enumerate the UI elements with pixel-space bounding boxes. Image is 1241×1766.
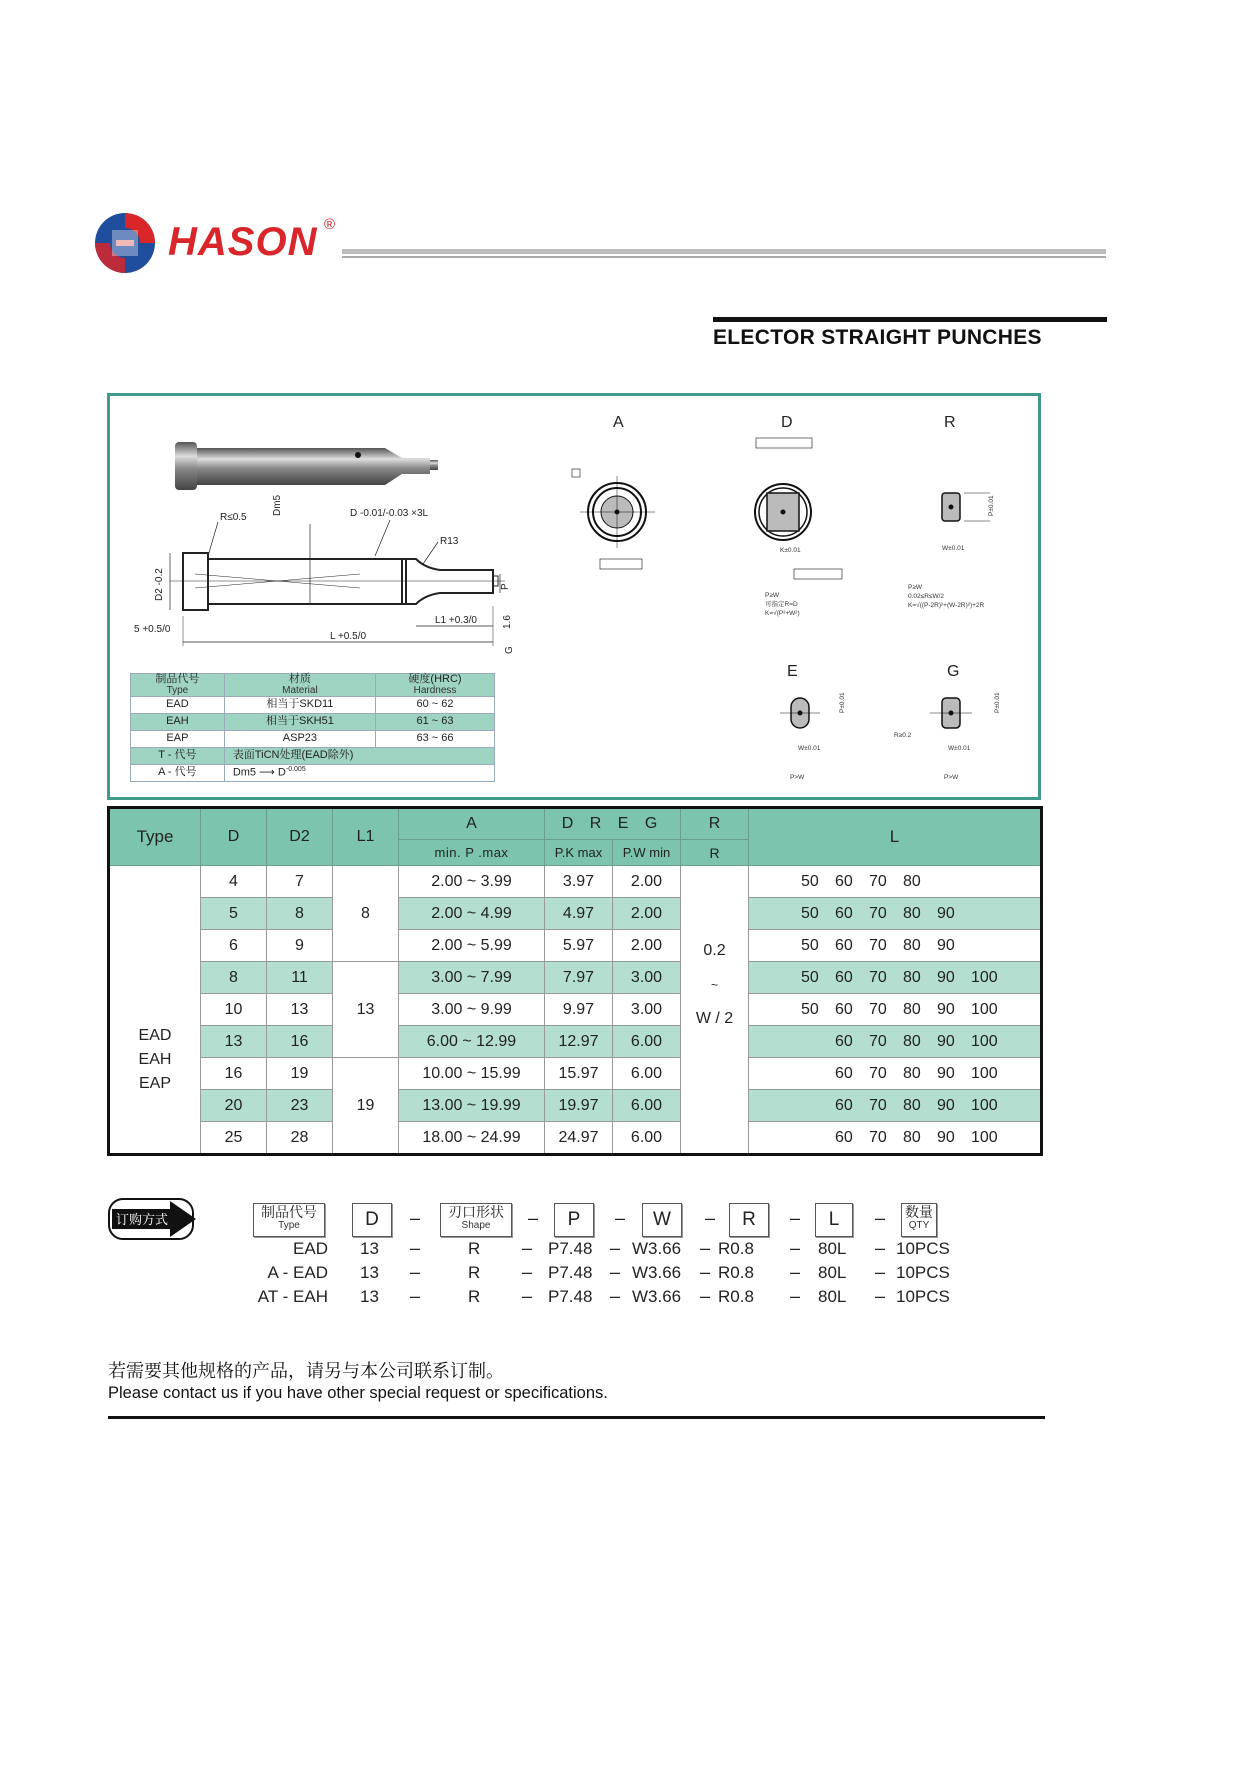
dim-r-p: P±0.01 (988, 495, 995, 516)
cell-a-range: 3.00 ~ 7.99 (399, 962, 545, 994)
order-field-label: R (742, 1209, 756, 1230)
l-option: 50 (801, 904, 819, 922)
l-option: 70 (869, 968, 887, 986)
order-field-label-zh: 制品代号 (261, 1204, 317, 1220)
order-field-label-en: Shape (461, 1220, 491, 1231)
cell-pk-max: 7.97 (545, 962, 613, 994)
material-table (130, 673, 495, 782)
l-option: 80 (903, 1064, 921, 1082)
l-option: 60 (835, 904, 853, 922)
t-code-value: 表面TiCN处理(EAD除外) (224, 748, 494, 765)
cell-a-range: 3.00 ~ 9.99 (399, 994, 545, 1026)
cell-d: 25 (201, 1122, 267, 1155)
footer-note-en: Please contact us if you have other special request or specifications. (108, 1384, 608, 1402)
r-range-part: ~ (710, 978, 718, 992)
cell-l-options (749, 1058, 1042, 1090)
header-hardness-en: Hardness (413, 684, 457, 696)
order-example-value: R0.8 (718, 1287, 754, 1306)
order-separator: – (790, 1286, 801, 1306)
order-separator: – (700, 1286, 711, 1306)
order-example-value: 13 (360, 1239, 379, 1258)
material-name: 相当于SKD11 (224, 697, 375, 714)
dim-r-w: W±0.01 (942, 545, 965, 552)
dim-e-p: P±0.01 (839, 692, 846, 713)
cell-a-range: 2.00 ~ 5.99 (399, 930, 545, 962)
cell-d2: 28 (267, 1122, 333, 1155)
cell-pw-min: 3.00 (613, 962, 681, 994)
cell-pk-max: 15.97 (545, 1058, 613, 1090)
l-option: 90 (937, 1032, 955, 1050)
order-field-label-en: Type (278, 1220, 300, 1231)
cell-l1: 19 (333, 1058, 399, 1155)
a-code-value: Dm5 ⟶ D (232, 767, 286, 780)
dim-d-tol: D -0.01/-0.03 ×3L (350, 508, 429, 519)
order-field-box (352, 1203, 392, 1237)
order-example-value: P7.48 (548, 1239, 593, 1258)
cell-pk-max: 5.97 (545, 930, 613, 962)
registered-mark: ® (324, 216, 336, 233)
l-option: 80 (903, 904, 921, 922)
shape-label-d: D (781, 414, 793, 431)
order-separator: – (875, 1208, 886, 1228)
order-example-value: R (468, 1239, 481, 1258)
note-e-1: P>W (790, 774, 805, 781)
order-example-value: P7.48 (548, 1287, 593, 1306)
l-option: 60 (835, 1096, 853, 1114)
dim-r-head: R≤0.5 (220, 512, 247, 523)
material-hardness: 63 ~ 66 (376, 731, 495, 748)
table-row (109, 962, 1042, 994)
type-code: EAP (138, 1074, 171, 1092)
cell-pk-max: 4.97 (545, 898, 613, 930)
material-type: EAP (131, 731, 225, 748)
order-separator: – (410, 1238, 421, 1258)
cell-pw-min: 2.00 (613, 866, 681, 898)
header-material-en: Material (282, 684, 318, 696)
l-option: 90 (937, 904, 955, 922)
order-example-value: R (468, 1287, 481, 1306)
order-field-label-zh: 刃口形状 (448, 1204, 504, 1220)
order-field-box (815, 1203, 853, 1237)
l-option: 50 (801, 936, 819, 954)
dim-d2: D2 -0.2 (154, 568, 165, 601)
l-option: 80 (903, 1000, 921, 1018)
order-separator: – (700, 1238, 711, 1258)
col-dreg: D R E G (545, 808, 681, 840)
order-field-label: P (567, 1209, 581, 1230)
col-l1: L1 (333, 808, 399, 866)
order-example-value: P7.48 (548, 1263, 593, 1282)
cell-d2: 19 (267, 1058, 333, 1090)
dim-d-k: K±0.01 (780, 547, 801, 554)
cell-l-options (749, 1090, 1042, 1122)
cell-d2: 8 (267, 898, 333, 930)
order-example-value: W3.66 (632, 1239, 682, 1258)
dim-p: P (500, 583, 511, 590)
l-option: 70 (869, 872, 887, 890)
dim-g-p: P±0.01 (994, 692, 1001, 713)
shape-g-double-d-icon (930, 698, 972, 728)
type-code: EAD (138, 1026, 172, 1044)
cell-l-options (749, 994, 1042, 1026)
table-row (109, 1058, 1042, 1090)
dim-angle: 1.6 (502, 615, 513, 629)
order-field-box (642, 1203, 682, 1237)
material-row (131, 731, 495, 748)
l-option: 100 (971, 1128, 998, 1146)
order-separator: – (875, 1262, 886, 1282)
r-range-cell (681, 866, 749, 1155)
cell-d2: 13 (267, 994, 333, 1026)
dim-l1: L1 +0.3/0 (435, 615, 477, 626)
cell-a-range: 18.00 ~ 24.99 (399, 1122, 545, 1155)
l-option: 90 (937, 1128, 955, 1146)
header-rule (342, 249, 1106, 254)
l-option: 70 (869, 1032, 887, 1050)
order-example-value: 10PCS (896, 1239, 950, 1258)
l-option: 100 (971, 1032, 998, 1050)
dim-g-w: W±0.01 (948, 745, 971, 752)
order-example-value: R0.8 (718, 1239, 754, 1258)
col-a: A (399, 808, 545, 840)
note-r-3: K=√((P-2R)²+(W-2R)²)+2R (908, 602, 985, 609)
footer-rule (108, 1416, 1045, 1419)
cell-d2: 7 (267, 866, 333, 898)
cell-l-options (749, 930, 1042, 962)
l-option: 80 (903, 936, 921, 954)
l-option: 70 (869, 1128, 887, 1146)
l-option: 100 (971, 1096, 998, 1114)
l-option: 90 (937, 1064, 955, 1082)
shape-label-g: G (947, 663, 960, 680)
punch-render-icon (175, 442, 438, 490)
material-type: EAD (131, 697, 225, 714)
order-field-label: L (828, 1209, 840, 1230)
order-separator: – (528, 1208, 539, 1228)
order-separator: – (410, 1208, 421, 1228)
a-code-label: A - 代号 (131, 765, 225, 782)
l-option: 70 (869, 1000, 887, 1018)
order-example-value: 80L (818, 1263, 847, 1282)
cell-d: 20 (201, 1090, 267, 1122)
cell-d2: 16 (267, 1026, 333, 1058)
col-pk: P.K max (545, 840, 613, 866)
col-d: D (201, 808, 267, 866)
l-option: 60 (835, 936, 853, 954)
order-separator: – (875, 1238, 886, 1258)
brand-name: HASON (168, 220, 318, 264)
spec-table (107, 806, 1043, 1156)
l-option: 80 (903, 968, 921, 986)
order-example-value: 10PCS (896, 1263, 950, 1282)
r-range-part: W / 2 (695, 1010, 734, 1027)
material-table-header (131, 674, 495, 697)
order-separator: – (700, 1262, 711, 1282)
cell-pk-max: 19.97 (545, 1090, 613, 1122)
order-example-value: 13 (360, 1287, 379, 1306)
order-field-label-en: QTY (908, 1220, 930, 1231)
order-example-value: A - EAD (267, 1263, 328, 1282)
order-separator: – (410, 1286, 421, 1306)
order-field-box (440, 1203, 512, 1237)
col-r-sub: R (681, 840, 749, 866)
dim-dm5: Dm5 (272, 494, 283, 516)
l-option: 60 (835, 968, 853, 986)
shape-label-r: R (944, 414, 956, 431)
l-option: 70 (869, 904, 887, 922)
header-material-zh: 材质 (288, 673, 311, 685)
header-hardness-zh: 硬度(HRC) (408, 673, 462, 685)
shape-d-flat-icon (755, 438, 842, 579)
a-code-tolerance: -0.005 (285, 766, 306, 774)
order-example-value: 13 (360, 1263, 379, 1282)
order-separator: – (790, 1238, 801, 1258)
order-field-label-zh: 数量 (905, 1204, 933, 1220)
l-option: 90 (937, 1096, 955, 1114)
note-d-3: K=√(P²+W²) (765, 610, 800, 617)
l-option: 90 (937, 936, 955, 954)
l-option: 70 (869, 1064, 887, 1082)
material-name: ASP23 (224, 731, 375, 748)
cell-a-range: 2.00 ~ 4.99 (399, 898, 545, 930)
l-option: 70 (869, 1096, 887, 1114)
type-code: EAH (138, 1050, 172, 1068)
cell-l-options (749, 866, 1042, 898)
order-field-label: D (365, 1209, 379, 1230)
order-badge-label: 订购方式 (116, 1213, 169, 1228)
order-separator: – (705, 1208, 716, 1228)
material-row (131, 697, 495, 714)
order-field-label: W (653, 1209, 671, 1230)
l-option: 80 (903, 872, 921, 890)
material-row (131, 714, 495, 731)
l-option: 80 (903, 1128, 921, 1146)
l-option: 70 (869, 936, 887, 954)
cell-pk-max: 24.97 (545, 1122, 613, 1155)
l-option: 100 (971, 1064, 998, 1082)
order-separator: – (410, 1262, 421, 1282)
cell-pw-min: 6.00 (613, 1026, 681, 1058)
r-range-part: 0.2 (703, 942, 726, 959)
order-example-value: 80L (818, 1287, 847, 1306)
dim-e-w: W±0.01 (798, 745, 821, 752)
table-row (109, 1026, 1042, 1058)
col-l: L (749, 808, 1042, 866)
table-row (109, 866, 1042, 898)
cell-pk-max: 3.97 (545, 866, 613, 898)
order-separator: – (790, 1262, 801, 1282)
cell-d: 8 (201, 962, 267, 994)
dim-head-thickness: 5 +0.5/0 (134, 624, 171, 635)
cell-d: 16 (201, 1058, 267, 1090)
order-separator: – (875, 1286, 886, 1306)
order-example-value: 80L (818, 1239, 847, 1258)
cell-pw-min: 6.00 (613, 1058, 681, 1090)
cell-l-options (749, 962, 1042, 994)
col-a-sub: min. P .max (399, 840, 545, 866)
order-method-badge-icon (108, 1197, 200, 1241)
table-row (109, 1122, 1042, 1155)
cell-a-range: 10.00 ~ 15.99 (399, 1058, 545, 1090)
order-field-box (554, 1203, 594, 1237)
cell-a-range: 2.00 ~ 3.99 (399, 866, 545, 898)
note-d-1: P≥W (765, 592, 780, 599)
order-field-box (253, 1203, 325, 1237)
order-separator: – (522, 1238, 533, 1258)
cell-pk-max: 9.97 (545, 994, 613, 1026)
shape-label-e: E (787, 663, 798, 680)
cell-l1: 8 (333, 866, 399, 962)
cell-a-range: 6.00 ~ 12.99 (399, 1026, 545, 1058)
l-option: 80 (903, 1096, 921, 1114)
dim-r13: R13 (440, 536, 459, 547)
footer-note-zh: 若需要其他规格的产品，请另与本公司联系订制。 (108, 1361, 504, 1381)
cell-pk-max: 12.97 (545, 1026, 613, 1058)
order-example-value: W3.66 (632, 1263, 682, 1282)
header-rule-thin (342, 256, 1106, 258)
order-field-box (901, 1203, 937, 1237)
cell-l1: 13 (333, 962, 399, 1058)
cell-d: 6 (201, 930, 267, 962)
shape-e-oval-icon (780, 698, 820, 728)
order-separator: – (790, 1208, 801, 1228)
note-r-2: 0.02≤R≤W/2 (908, 593, 945, 600)
l-option: 50 (801, 1000, 819, 1018)
order-field-box (729, 1203, 769, 1237)
order-example-value: R (468, 1263, 481, 1282)
material-type: EAH (131, 714, 225, 731)
cell-d2: 23 (267, 1090, 333, 1122)
l-option: 60 (835, 1032, 853, 1050)
t-code-row (131, 748, 495, 765)
material-name: 相当于SKH51 (224, 714, 375, 731)
t-code-label: T - 代号 (131, 748, 225, 765)
dim-l: L +0.5/0 (330, 631, 367, 642)
shape-label-a: A (613, 414, 624, 431)
header-type-zh: 制品代号 (155, 673, 200, 685)
cell-pw-min: 2.00 (613, 930, 681, 962)
l-option: 90 (937, 1000, 955, 1018)
order-separator: – (522, 1286, 533, 1306)
table-row (109, 994, 1042, 1026)
col-pw: P.W min (613, 840, 681, 866)
order-separator: – (615, 1208, 626, 1228)
l-option: 90 (937, 968, 955, 986)
note-g-1: P>W (944, 774, 959, 781)
order-example-value: R0.8 (718, 1263, 754, 1282)
col-r: R (681, 808, 749, 840)
order-separator: – (610, 1286, 621, 1306)
col-type: Type (109, 808, 201, 866)
cell-d: 5 (201, 898, 267, 930)
cell-l-options (749, 898, 1042, 930)
title-rule (713, 317, 1107, 322)
l-option: 80 (903, 1032, 921, 1050)
l-option: 60 (835, 872, 853, 890)
cell-d2: 11 (267, 962, 333, 994)
shape-a-round-icon (572, 469, 655, 569)
l-option: 100 (971, 968, 998, 986)
header-type-en: Type (166, 684, 189, 696)
cell-d2: 9 (267, 930, 333, 962)
material-hardness: 60 ~ 62 (376, 697, 495, 714)
material-hardness: 61 ~ 63 (376, 714, 495, 731)
l-option: 60 (835, 1000, 853, 1018)
order-separator: – (610, 1262, 621, 1282)
cell-a-range: 13.00 ~ 19.99 (399, 1090, 545, 1122)
cell-pw-min: 6.00 (613, 1090, 681, 1122)
order-example-value: EAD (293, 1239, 328, 1258)
order-example-value: AT - EAH (257, 1287, 328, 1306)
shape-r-rect-icon (942, 493, 990, 521)
table-row (109, 898, 1042, 930)
cell-d: 13 (201, 1026, 267, 1058)
cell-d: 4 (201, 866, 267, 898)
order-example-value: 10PCS (896, 1287, 950, 1306)
col-d2: D2 (267, 808, 333, 866)
note-r-1: P≥W (908, 584, 923, 591)
a-code-row (131, 765, 495, 782)
dim-g-r: R≥0.2 (894, 732, 912, 739)
order-separator: – (610, 1238, 621, 1258)
order-example-value: W3.66 (632, 1287, 682, 1306)
cell-l-options (749, 1122, 1042, 1155)
page-title: ELECTOR STRAIGHT PUNCHES (713, 326, 1042, 349)
table-row (109, 1090, 1042, 1122)
table-row (109, 930, 1042, 962)
l-option: 60 (835, 1064, 853, 1082)
l-option: 50 (801, 968, 819, 986)
cell-pw-min: 3.00 (613, 994, 681, 1026)
l-option: 50 (801, 872, 819, 890)
note-d-2: 可指定R=D (765, 601, 798, 608)
cell-d: 10 (201, 994, 267, 1026)
cell-pw-min: 2.00 (613, 898, 681, 930)
dim-g: G (504, 646, 515, 654)
l-option: 60 (835, 1128, 853, 1146)
order-separator: – (522, 1262, 533, 1282)
l-option: 100 (971, 1000, 998, 1018)
cell-l-options (749, 1026, 1042, 1058)
type-group-cell (109, 866, 201, 1155)
cell-pw-min: 6.00 (613, 1122, 681, 1155)
